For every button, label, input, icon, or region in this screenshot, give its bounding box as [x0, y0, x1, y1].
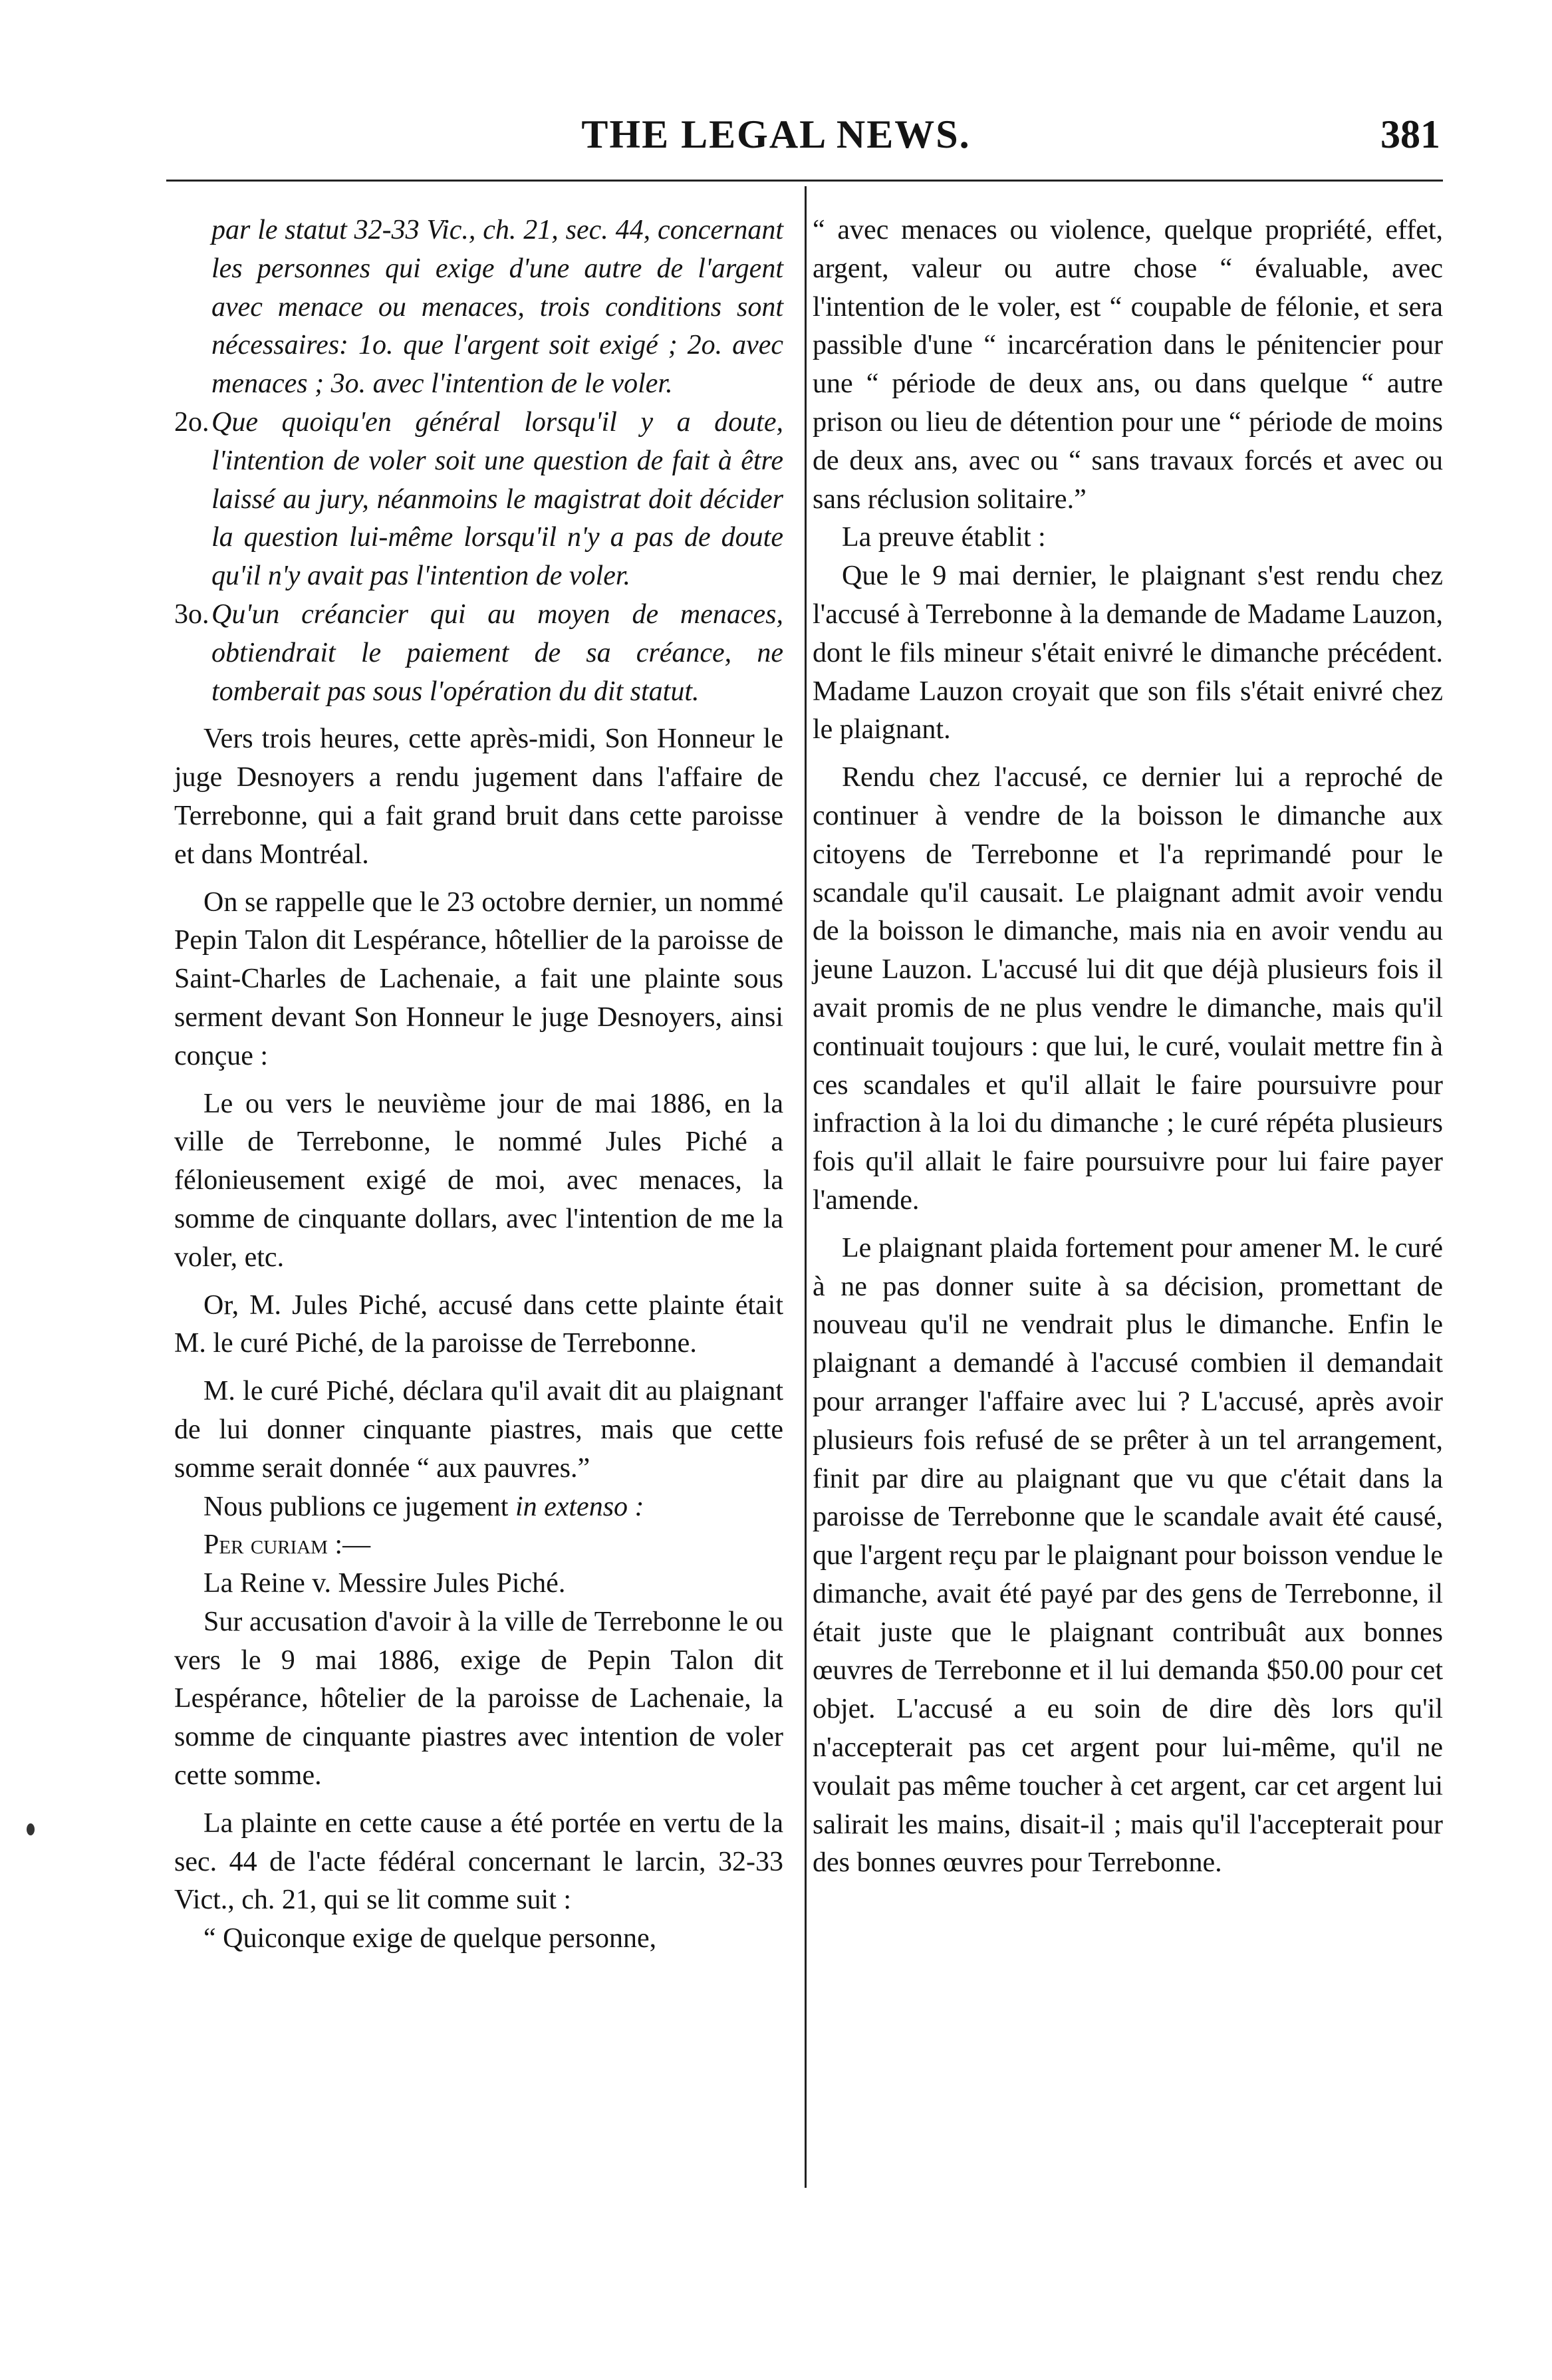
- column-divider: [805, 186, 807, 2188]
- header-rule: [166, 180, 1443, 182]
- headnote: [211, 211, 783, 404]
- quote-start: “ Quiconque exige de quelque personne,: [203, 1923, 657, 1954]
- item-text: Que quoiqu'en général lorsqu'il y a doute, l'intention de voler soit une question de fait à être laissé au jury, néanmoins le magistrat doit décider la question lui-même lorsqu'il n'y a pas de doute qu'il n'y avait pas l'intention de voler.: [211, 406, 783, 592]
- paragraph: Que le 9 mai dernier, le plaignant s'est rendu chez l'accusé à Terrebonne à la demande de Madame Lauzon, dont le fils mineur s'était enivré le dimanche précédent. Madame Lauzon croyait que son fils s'était enivré chez le plaignant.: [813, 561, 1443, 745]
- paragraph: Rendu chez l'accusé, ce dernier lui a reproché de continuer à vendre de la boisson le dimanche aux citoyens de Terrebonne et l'a reprimandé pour le scandale qu'il causait. Le plaignant admit avoir vendu de la boisson le dimanche, mais nia en avoir vendu au jeune Lauzon. L'accusé lui dit que déjà plusieurs fois il avait promis de ne plus vendre le dimanche, mais qu'il continuait toujours : que lui, le curé, voulait mettre fin à ces scandales et qu'il allait le faire poursuivre pour infraction à la loi du dimanche ; le curé répéta plusieurs fois qu'il allait le faire poursuivre pour lui faire payer l'amende.: [813, 762, 1443, 1216]
- intro-text: Nous publions ce jugement: [203, 1491, 515, 1522]
- paragraph: M. le curé Piché, déclara qu'il avait dit au plaignant de lui donner cinquante piastres, mais que cette somme serait donnée “ aux pauvres.”: [174, 1376, 783, 1484]
- item-number: 3o.: [174, 598, 209, 630]
- item-number: 2o.: [174, 406, 209, 438]
- headnote-item-2: [174, 404, 783, 596]
- headnote-item-3: [174, 596, 783, 711]
- margin-ink-mark: [27, 1823, 35, 1835]
- paragraph: Vers trois heures, cette après-midi, Son Honneur le juge Desnoyers a rendu jugement dans l'affaire de Terrebonne, qui a fait grand bruit dans cette paroisse et dans Montréal.: [174, 724, 783, 870]
- headnote-statute: par le statut 32-33 Vic., ch. 21, sec. 44, concernant les personnes qui exige d'une autre de l'argent avec menace ou menaces, trois conditions sont nécessaires: 1o. que l'argent soit exigé ; 2o. avec menaces ; 3o. avec l'intention de le voler.: [211, 215, 783, 400]
- case-title: La Reine v. Messire Jules Piché.: [203, 1568, 566, 1599]
- paragraph: La plainte en cette cause a été portée en vertu de la sec. 44 de l'acte fédéral concernant le larcin, 32-33 Vict., ch. 21, qui se lit comme suit :: [174, 1807, 783, 1916]
- statute-quote: “ avec menaces ou violence, quelque propriété, effet, argent, valeur ou autre chose “ évaluable, avec l'intention de le voler, est “ coupable de félonie, et sera passible d'une “ incarcération dans le pénitencier pour une “ période de deux ans, ou dans quelque “ autre prison ou lieu de détention pour une “ période de moins de deux ans, avec ou “ sans travaux forcés et avec ou sans réclusion solitaire.”: [813, 215, 1443, 515]
- right-column: [813, 211, 1443, 1883]
- paragraph: Sur accusation d'avoir à la ville de Terrebonne le ou vers le 9 mai 1886, exige de Pepin Talon dit Lespérance, hôtelier de la paroisse de Lachenaie, la somme de cinquante piastres avec intention de voler cette somme.: [174, 1606, 783, 1791]
- per-curiam-heading: Per curiam :—: [203, 1529, 371, 1561]
- paragraph: Le ou vers le neuvième jour de mai 1886, en la ville de Terrebonne, le nommé Jules Piché a félonieusement exigé de moi, avec menaces, la somme de cinquante dollars, avec l'intention de me la voler, etc.: [174, 1088, 783, 1273]
- intro-emphasis: in extenso :: [515, 1491, 644, 1522]
- evidence-label: La preuve établit :: [842, 522, 1046, 553]
- paragraph: On se rappelle que le 23 octobre dernier, un nommé Pepin Talon dit Lespérance, hôtellier de la paroisse de Saint-Charles de Lachenaie, a fait une plainte sous serment devant Son Honneur le juge Desnoyers, ainsi conçue :: [174, 886, 783, 1071]
- left-column: [174, 211, 783, 1958]
- item-text: Qu'un créancier qui au moyen de menaces, obtiendrait le paiement de sa créance, ne tomberait pas sous l'opération du dit statut.: [211, 598, 783, 707]
- paragraph-intro: [174, 1488, 783, 1527]
- paragraph: Or, M. Jules Piché, accusé dans cette plainte était M. le curé Piché, de la paroisse de Terrebonne.: [174, 1289, 783, 1359]
- journal-title: THE LEGAL NEWS.: [581, 112, 971, 156]
- page-number: 381: [1380, 112, 1440, 156]
- paragraph: Le plaignant plaida fortement pour amener M. le curé à ne pas donner suite à sa décision, promettant de nouveau qu'il ne vendrait plus le dimanche. Enfin le plaignant a demandé à l'accusé combien il demandait pour arranger l'affaire avec lui ? L'accusé, après avoir plusieurs fois refusé de se prêter à un tel arrangement, finit par dire au plaignant que vu que c'était dans la paroisse de Terrebonne que le scandale avait été causé, que l'argent reçu par le plaignant pour boisson vendue le dimanche, avait été payé par des gens de Terrebonne, il était juste que le plaignant contribuât aux bonnes œuvres de Terrebonne et il lui demanda $50.00 pour cet objet. L'accusé a eu soin de dire dès lors qu'il n'accepterait pas cet argent pour lui-même, qu'il ne voulait pas même toucher à cet argent, car cet argent lui salirait les mains, disait-il ; mais qu'il l'accepterait pour des bonnes œuvres pour Terrebonne.: [813, 1232, 1443, 1879]
